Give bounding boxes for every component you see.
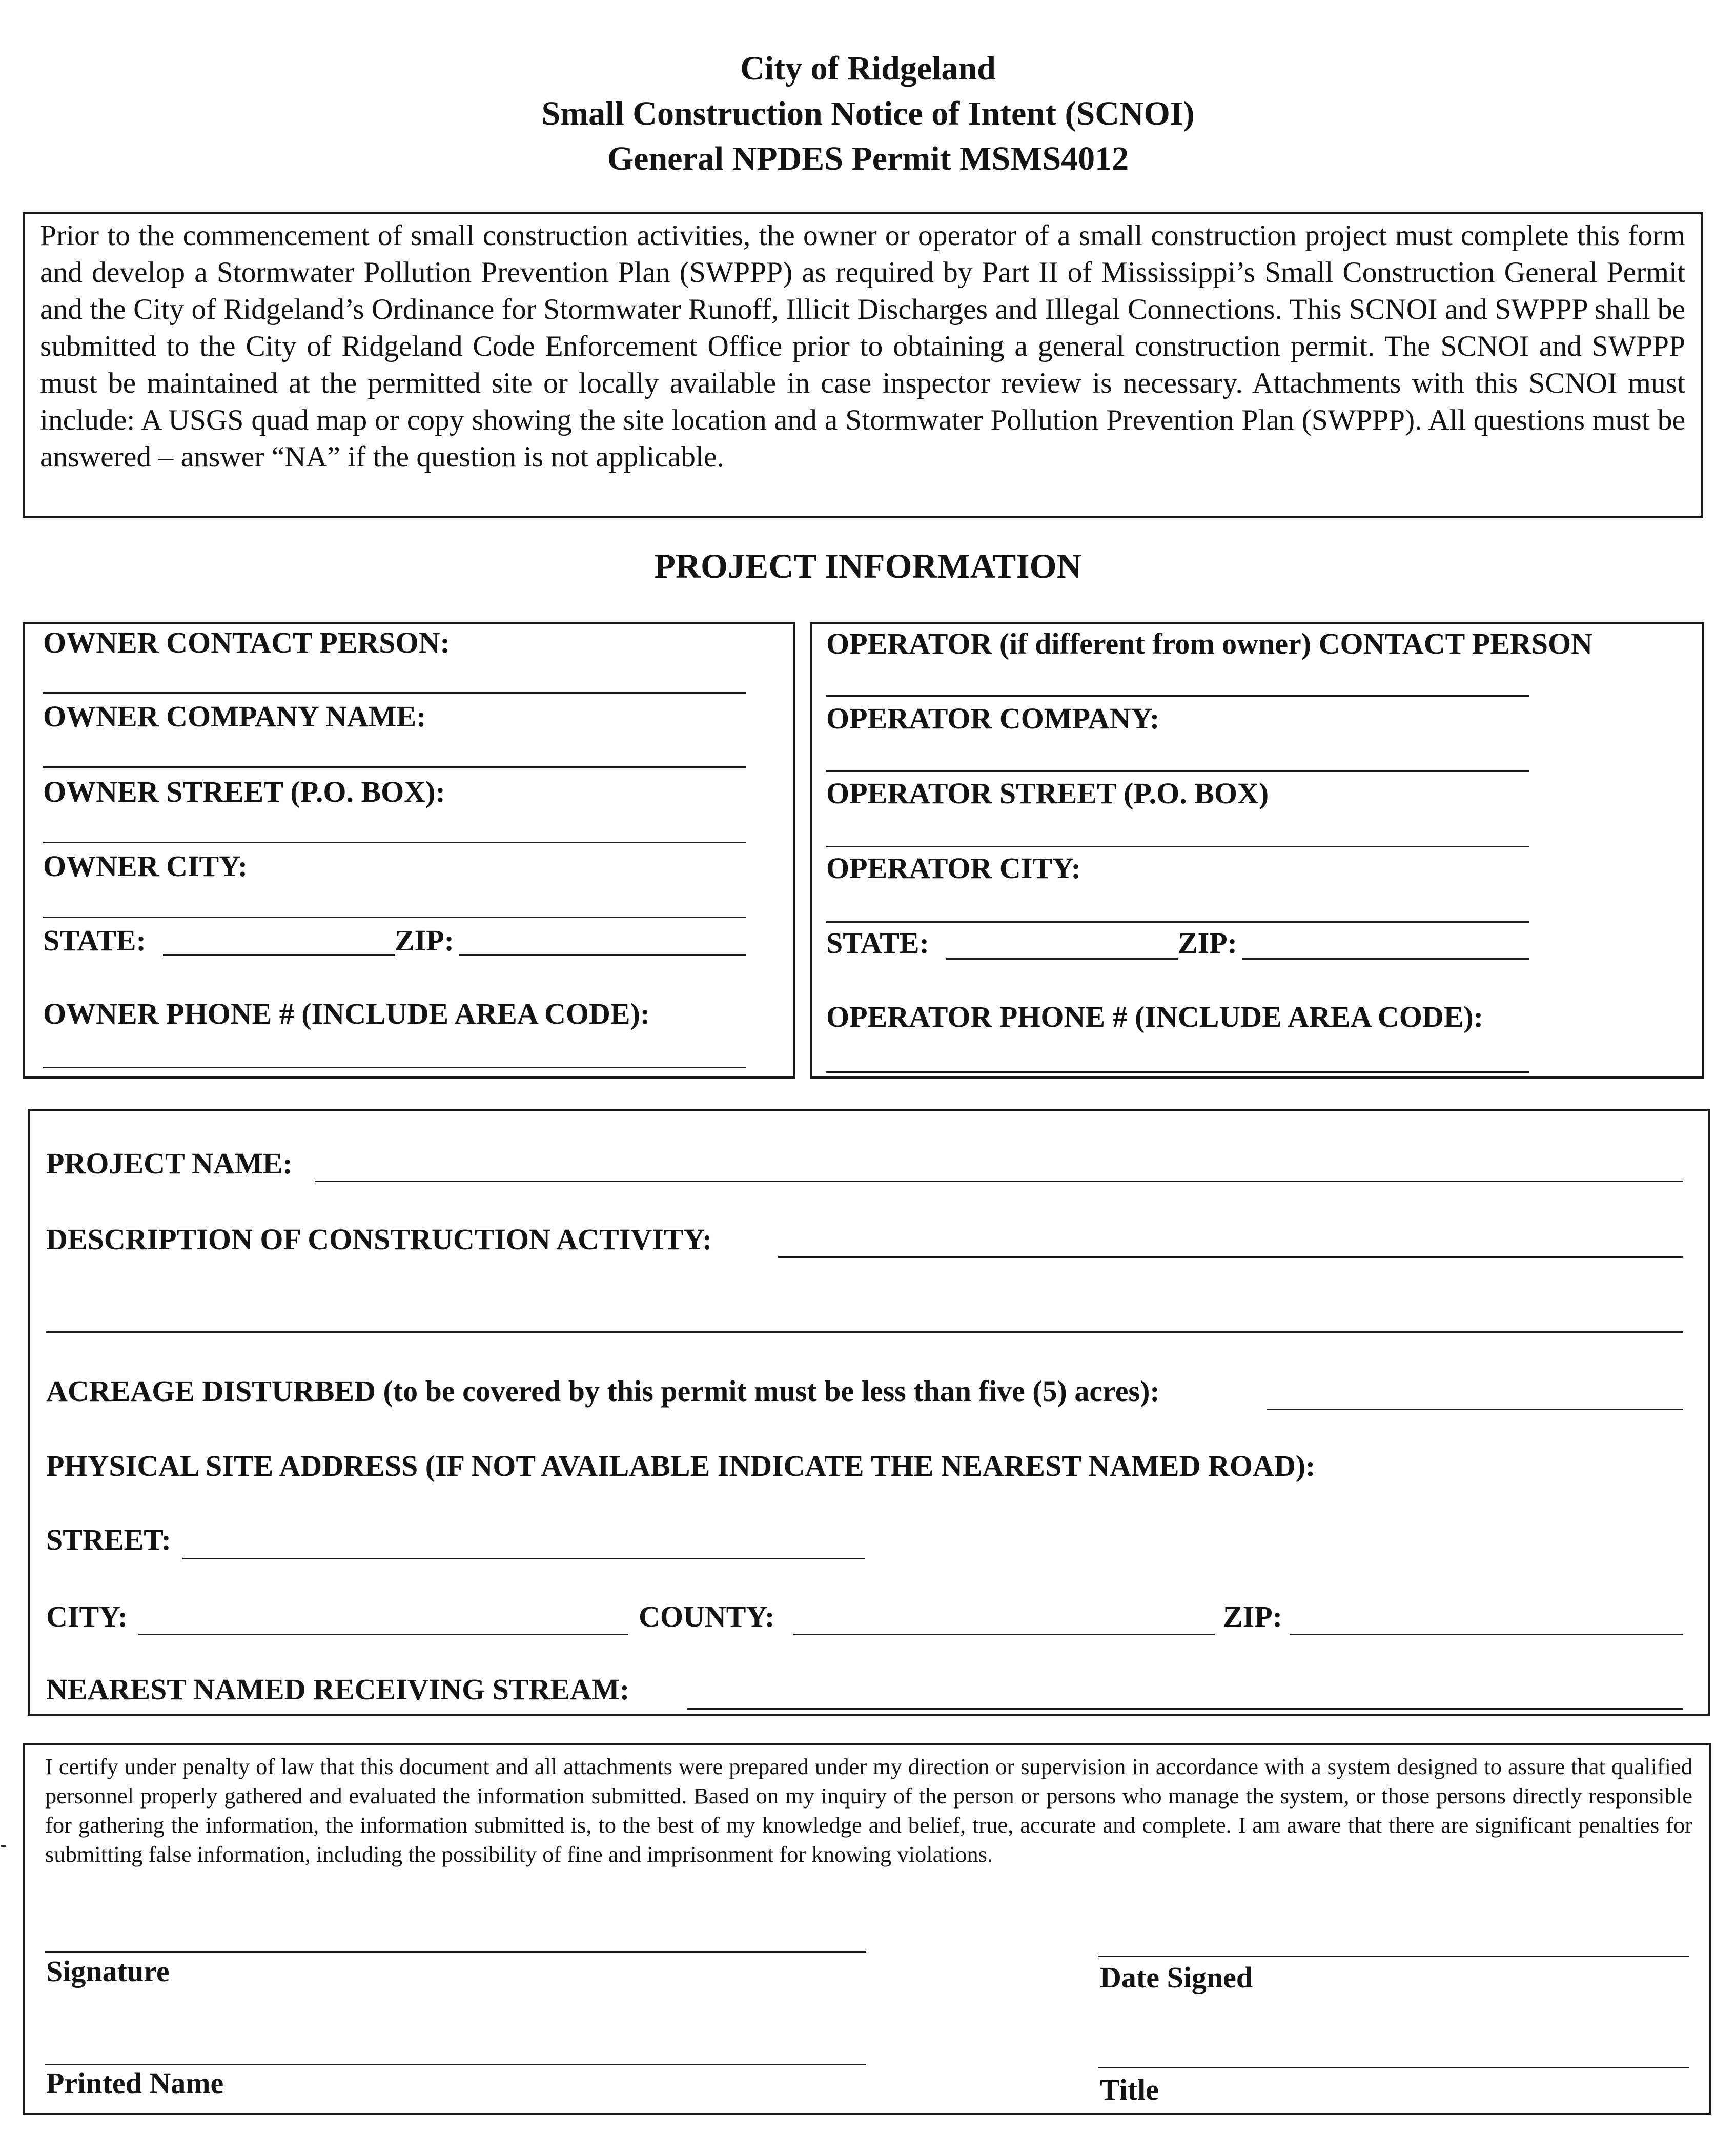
operator-city-label: OPERATOR CITY: [826,851,1081,885]
signature-field[interactable] [45,1951,866,1953]
receiving-stream-label: NEAREST NAMED RECEIVING STREAM: [46,1673,630,1706]
margin-mark [1,1845,6,1847]
project-details-box [28,1109,1710,1716]
site-zip-field[interactable] [1290,1634,1683,1635]
header-form-name: Small Construction Notice of Intent (SCNOI) [541,95,1195,132]
construction-description-label: DESCRIPTION OF CONSTRUCTION ACTIVITY: [46,1223,712,1256]
operator-phone-field[interactable] [826,1071,1529,1073]
header-city: City of Ridgeland [740,50,996,87]
certification-box [23,1743,1711,2115]
site-zip-label: ZIP: [1223,1600,1282,1633]
operator-company-label: OPERATOR COMPANY: [826,702,1160,735]
physical-site-address-label: PHYSICAL SITE ADDRESS (IF NOT AVAILABLE INDICATE THE NEAREST NAMED ROAD): [46,1449,1316,1482]
title-label: Title [1100,2073,1159,2106]
owner-contact-person-label: OWNER CONTACT PERSON: [43,626,450,659]
instructions-text: Prior to the commencement of small construction activities, the owner or operator of a small construction project must complete this form and develop a Stormwater Pollution Prevention Plan (SWPPP) as required by Part II of Mississippi’s Small Construction General Permit and the City of Ridgeland’s Ordinance for Stormwater Runoff, Illicit Discharges and Illegal Connections. This SCNOI and SWPPP shall be submitted to the City of Ridgeland Code Enforcement Office prior to obtaining a general construction permit. The SCNOI and SWPPP must be maintained at the permitted site or locally available in case inspector review is necessary. Attachments with this SCNOI must include: A USGS quad map or copy showing the site location and a Stormwater Pollution Prevention Plan (SWPPP). All questions must be answered – answer “NA” if the question is not applicable. [40,219,1685,473]
operator-state-label: STATE: [826,926,929,960]
date-signed-label: Date Signed [1100,1961,1253,1994]
operator-company-field[interactable] [826,770,1529,772]
printed-name-field[interactable] [45,2064,866,2065]
site-street-field[interactable] [182,1558,865,1559]
project-name-label: PROJECT NAME: [46,1147,293,1180]
owner-street-field[interactable] [43,842,746,843]
date-signed-field[interactable] [1098,1956,1689,1957]
construction-description-field-line2[interactable] [46,1331,1683,1333]
operator-zip-label: ZIP: [1178,926,1237,960]
project-name-field[interactable] [315,1181,1683,1182]
owner-zip-label: ZIP: [395,924,454,957]
receiving-stream-field[interactable] [687,1708,1683,1710]
construction-description-field[interactable] [778,1256,1683,1258]
owner-contact-person-field[interactable] [43,692,746,694]
owner-state-label: STATE: [43,924,146,957]
site-county-field[interactable] [793,1634,1215,1635]
owner-phone-label: OWNER PHONE # (INCLUDE AREA CODE): [43,997,650,1030]
operator-phone-label: OPERATOR PHONE # (INCLUDE AREA CODE): [826,1000,1484,1033]
operator-state-field[interactable] [946,958,1178,960]
owner-city-label: OWNER CITY: [43,849,248,883]
site-city-label: CITY: [46,1600,128,1633]
owner-city-field[interactable] [43,917,746,918]
owner-zip-field[interactable] [459,954,746,956]
owner-state-field[interactable] [163,954,395,956]
operator-contact-person-field[interactable] [826,695,1529,697]
operator-city-field[interactable] [826,921,1529,923]
site-city-field[interactable] [138,1634,628,1635]
owner-phone-field[interactable] [43,1067,746,1068]
certification-text: I certify under penalty of law that this document and all attachments were prepared under my direction or supervision in accordance with a system designed to assure that qualified personnel properly gathered and evaluated the information submitted. Based on my inquiry of the person or persons who manage the system, or those persons directly responsible for gathering the information, the information submitted is, to the best of my knowledge and belief, true, accurate and complete. I am aware that there are significant penalties for submitting false information, including the possibility of fine and imprisonment for knowing violations. [45,1754,1692,1867]
header-permit: General NPDES Permit MSMS4012 [607,140,1129,177]
operator-contact-person-label: OPERATOR (if different from owner) CONTACT PERSON [826,627,1593,660]
site-street-label: STREET: [46,1523,171,1556]
operator-street-field[interactable] [826,846,1529,847]
signature-label: Signature [46,1955,170,1988]
title-field[interactable] [1098,2067,1689,2068]
owner-street-label: OWNER STREET (P.O. BOX): [43,775,445,808]
operator-zip-field[interactable] [1242,958,1529,960]
section-title: PROJECT INFORMATION [654,546,1082,585]
operator-street-label: OPERATOR STREET (P.O. BOX) [826,777,1269,810]
acreage-disturbed-label: ACREAGE DISTURBED (to be covered by this permit must be less than five (5) acres): [46,1374,1160,1408]
site-county-label: COUNTY: [639,1600,775,1633]
form-header [0,46,1736,181]
owner-company-name-label: OWNER COMPANY NAME: [43,700,426,733]
printed-name-label: Printed Name [46,2066,224,2100]
owner-company-name-field[interactable] [43,766,746,768]
instructions-box [23,212,1703,518]
acreage-disturbed-field[interactable] [1267,1409,1683,1410]
